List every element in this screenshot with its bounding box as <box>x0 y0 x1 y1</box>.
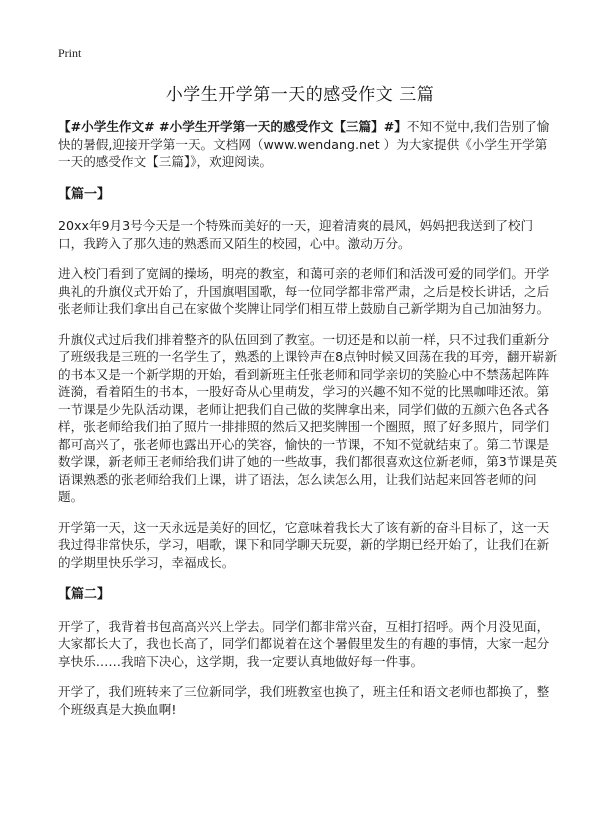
paragraph: 进入校门看到了宽阔的操场，明亮的教室，和蔼可亲的老师们和活泼可爱的同学们。开学典礼的升旗仪式开始了，升国旗唱国歌，每一位同学都非常严肃，之后是校长讲话，之后张老师让我们拿出自己在家做个奖牌让同学们相互带上鼓励自己新学期为自己加油努力。 <box>58 266 550 316</box>
print-label: Print <box>58 46 82 60</box>
paragraph: 开学第一天，这一天永远是美好的回忆，它意味着我长大了该有新的奋斗目标了，这一天我过得非常快乐，学习，唱歌，课下和同学聊天玩耍，新的学期已经开始了，让我们在新的学期里快乐学习，幸福成长。 <box>58 519 550 570</box>
paragraph: 升旗仪式过后我们排着整齐的队伍回到了教室。一切还是和以前一样，只不过我们重新分了班级我是三班的一名学生了，熟悉的上课铃声在8点钟时候又回荡在我的耳旁，翻开崭新的书本又是一个新学期的开始，看到新班主任张老师和同学亲切的笑脸心中不禁荡起阵阵涟漪，看着陌生的书本，一股好奇从心里萌发，学习的兴趣不知不觉的比黑咖啡还浓。第一节课是少先队活动课，老师让把我们自己做的奖牌拿出来，同学们做的五颜六色各式各样，张老师给我们拍了照片一排排照的然后又把奖牌围一个圈照，照了好多照片，同学们都可高兴了，张老师也露出开心的笑容，愉快的一节课，不知不觉就结束了。第二节课是数学课，新老师王老师给我们讲了她的一些故事，我们都很喜欢这位新老师，第3节课是英语课熟悉的张老师给我们上课，讲了语法，怎么读怎么用，让我们站起来回答老师的问题。 <box>58 331 558 504</box>
intro-paragraph <box>58 118 558 171</box>
paragraph: 20xx年9月3号今天是一个特殊而美好的一天，迎着清爽的晨风，妈妈把我送到了校门口，我跨入了那久违的熟悉而又陌生的校园，心中。激动万分。 <box>58 218 534 251</box>
paragraph: 开学了，我们班转来了三位新同学，我们班教室也换了，班主任和语文老师也都换了，整个班级真是大换血啊! <box>58 684 550 717</box>
intro-text: 不知不觉中,我们告别了愉快的暑假,迎接开学第一天。文档网（www.wendang.net ）为大家提供《小学生开学第一天的感受作文【三篇】》，欢迎阅读。 <box>58 119 550 169</box>
section-heading-2: 【篇二】 <box>58 587 111 602</box>
paragraph: 开学了，我背着书包高高兴兴上学去。同学们都非常兴奋，互相打招呼。两个月没见面，大家都长大了，我也长高了，同学们都说着在这个暑假里发生的有趣的事情，大家一起分享快乐……我暗下决心，这学期，我一定要认真地做好每一件事。 <box>58 618 550 669</box>
section-heading-1: 【篇一】 <box>58 186 111 202</box>
document-body <box>58 118 558 731</box>
document-title: 小学生开学第一天的感受作文 三篇 <box>165 85 435 105</box>
intro-tags: 【#小学生作文# #小学生开学第一天的感受作文【三篇】#】 <box>58 119 407 134</box>
